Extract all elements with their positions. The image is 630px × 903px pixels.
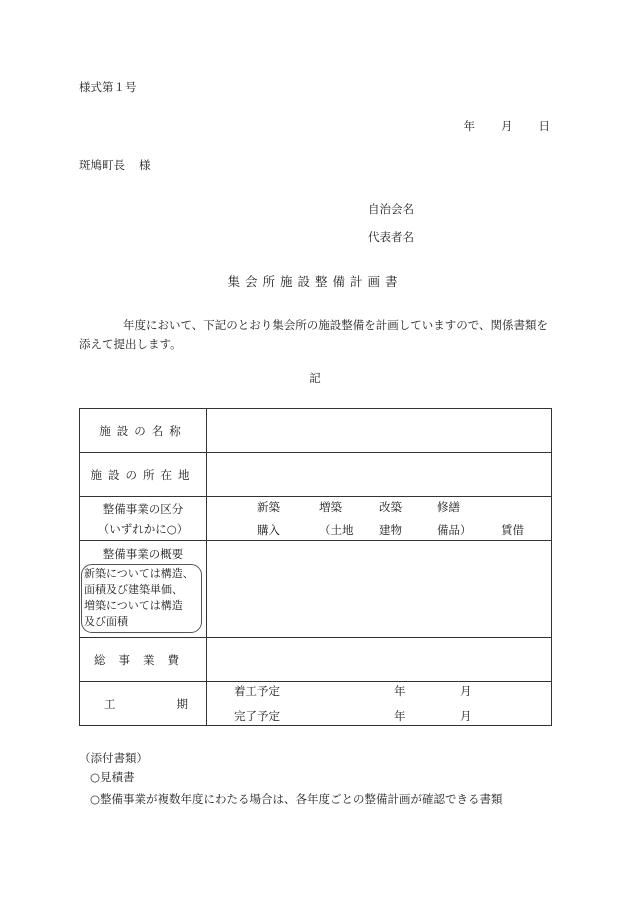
date-line [464, 121, 551, 133]
facility-location-label: 施設の所在地 [80, 453, 207, 497]
period-end-year[interactable]: 年 [394, 709, 406, 723]
period-label-b: 期 [176, 696, 188, 711]
representative-label: 代表者名 [368, 230, 414, 244]
category-label [80, 497, 207, 541]
category-label-line1: 整備事業の区分 [102, 501, 184, 516]
category-label-line2: （いずれかに○） [97, 521, 189, 536]
category-option-repair[interactable]: 修繕 [437, 500, 460, 514]
period-start-label: 着工予定 [234, 684, 280, 698]
period-end-label: 完了予定 [234, 709, 280, 723]
table-row-overview [80, 541, 552, 638]
category-option-new[interactable]: 新築 [257, 500, 280, 514]
facility-name-field[interactable] [207, 409, 552, 453]
category-option-rebuild[interactable]: 改築 [379, 500, 402, 514]
honorific: 様 [139, 158, 151, 172]
overview-note [81, 564, 202, 633]
category-option-land[interactable]: （土地 [319, 523, 354, 537]
ki-heading: 記 [309, 371, 321, 385]
attachment-item: ○整備事業が複数年度にわたる場合は、各年度ごとの整備計画が確認できる書類 [90, 792, 503, 806]
period-start-year[interactable]: 年 [394, 684, 406, 698]
category-option-equipment[interactable]: 備品） [437, 523, 472, 537]
period-start-month[interactable]: 月 [460, 684, 472, 698]
addressee [79, 160, 151, 172]
category-options [207, 497, 552, 541]
category-option-building[interactable]: 建物 [379, 523, 402, 537]
category-option-extension[interactable]: 増築 [319, 500, 342, 514]
facility-location-field[interactable] [207, 453, 552, 497]
attachments-title: （添付書類） [79, 751, 148, 765]
date-day: 日 [538, 119, 550, 133]
date-month: 月 [501, 119, 513, 133]
total-cost-label: 総事業費 [80, 638, 207, 682]
table-row-facility-location [80, 453, 552, 497]
form-table [79, 408, 552, 726]
table-row-category [80, 497, 552, 541]
document-title: 集会所施設整備計画書 [227, 274, 403, 289]
total-cost-field[interactable] [207, 638, 552, 682]
date-year: 年 [463, 119, 475, 133]
table-row-period [80, 682, 552, 726]
table-row-total-cost [80, 638, 552, 682]
period-end-month[interactable]: 月 [460, 709, 472, 723]
body-text: 年度において、下記のとおり集会所の施設整備を計画していますので、関係書類を添えて提出します。 [79, 318, 549, 351]
table-row-facility-name [80, 409, 552, 453]
overview-note-line: 増築については構造 [84, 599, 183, 612]
period-field [207, 682, 552, 726]
association-name-label: 自治会名 [368, 202, 414, 216]
overview-field[interactable] [207, 541, 552, 638]
overview-note-line: 及び面積 [84, 615, 128, 628]
period-label-a: 工 [104, 696, 116, 711]
overview-label: 整備事業の概要 [102, 547, 184, 561]
facility-name-label: 施設の名称 [80, 409, 207, 453]
overview-note-line: 新築については構造、 [84, 567, 194, 580]
period-label-cell [80, 682, 207, 726]
attachment-item: ○見積書 [90, 770, 135, 784]
addressee-name: 斑鳩町長 [79, 158, 125, 172]
category-option-lease[interactable]: 賃借 [501, 523, 524, 537]
category-option-purchase[interactable]: 購入 [257, 523, 280, 537]
overview-label-cell [80, 541, 207, 638]
form-number: 様式第１号 [79, 80, 137, 94]
overview-note-line: 面積及び建築単価、 [84, 583, 183, 596]
